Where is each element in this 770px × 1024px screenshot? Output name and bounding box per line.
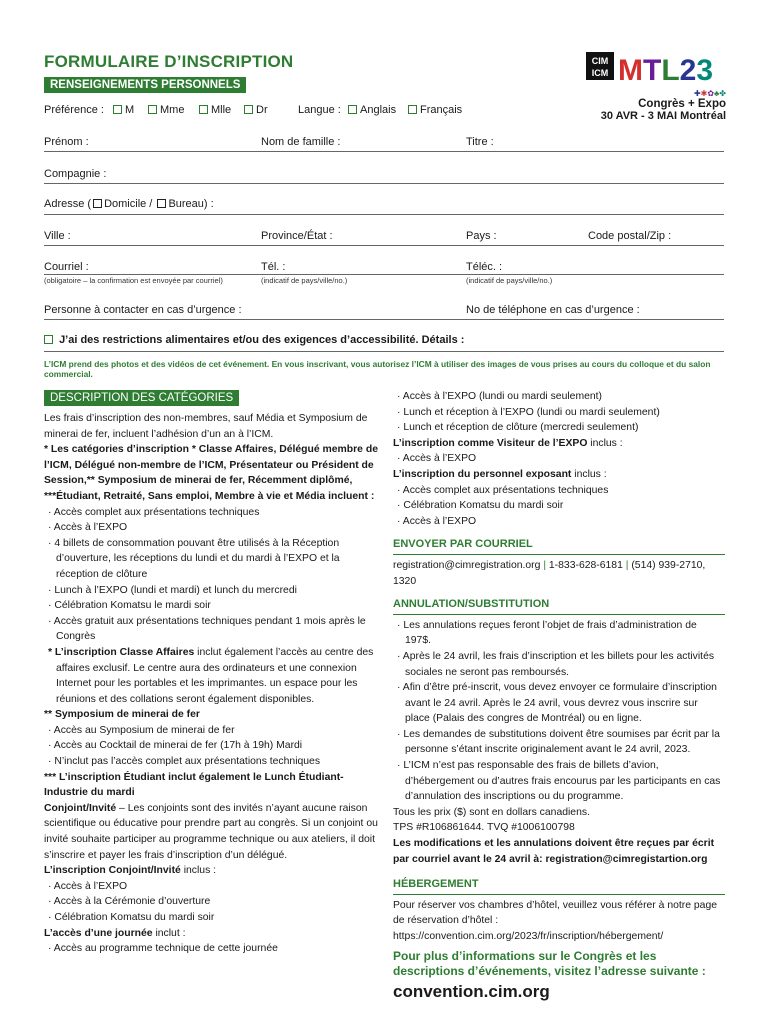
language-option-francais[interactable]: Français (408, 104, 462, 116)
checkbox-icon (348, 105, 357, 114)
divider (44, 151, 724, 152)
checkbox-icon[interactable] (157, 199, 166, 208)
email-section-title: ENVOYER PAR COURRIEL (393, 537, 725, 555)
more-info-text: Pour plus d’informations sur le Congrès et les descriptions d’événements, visitez l’adresse suivante : (393, 948, 706, 978)
divider (44, 214, 724, 215)
registration-email-link[interactable]: registration@cimregistration.org (393, 559, 541, 571)
list-item: · Après le 24 avril, les frais d’inscription et les billets pour les activités sociales ne seront pas remboursés. (397, 650, 715, 678)
personal-info-bar: RENSEIGNEMENTS PERSONNELS (44, 77, 246, 93)
divider (44, 351, 724, 352)
modifications-note: Les modifications et les annulations doivent être reçues par écrit par courriel avant le 24 avril à: registration@cimregistartion.org (393, 838, 715, 865)
list-item: · Accès au Symposium de minerai de fer (48, 724, 235, 736)
email-field[interactable]: Courriel : (44, 261, 89, 273)
journee-includes: L’accès d’une journée inclut : (44, 927, 186, 939)
categories-bar: DESCRIPTION DES CATÉGORIES (44, 390, 239, 406)
journee-list-continued (393, 389, 725, 436)
divider (44, 319, 724, 320)
list-item: · Célébration Komatsu le mardi soir (48, 600, 211, 612)
logo-dates: 30 AVR - 3 MAI Montréal (600, 110, 726, 122)
intro-text: Les frais d’inscription des non-membres, sauf Média et Symposium de minerai de fer, incluent l’adhésion d’un an à l’ICM. (44, 413, 368, 440)
phone-note: (indicatif de pays/ville/no.) (261, 276, 348, 285)
country-field[interactable]: Pays : (466, 230, 497, 242)
list-item: · Accès au programme technique de cette journée (48, 943, 278, 955)
email-contact-line: registration@cimregistration.org | 1-833-628-6181 | (514) 939-2710, 1320 (393, 559, 706, 587)
symposium-list (44, 723, 380, 770)
title-option-dr[interactable]: Dr (244, 104, 268, 116)
list-item: · Lunch et réception à l’EXPO (lundi ou mardi seulement) (397, 406, 660, 418)
etudiant-note: *** L’inscription Étudiant inclut également le Lunch Étudiant-Industrie du mardi (44, 771, 344, 799)
svg-text:CIM: CIM (591, 56, 609, 66)
logo-tagline: Congrès + Expo (638, 98, 726, 110)
emergency-contact-field[interactable]: Personne à contacter en cas d’urgence : (44, 304, 242, 316)
postal-code-field[interactable]: Code postal/Zip : (588, 230, 672, 242)
list-item: · Lunch à l’EXPO (lundi et mardi) et lunch du mercredi (48, 584, 297, 596)
list-item: · Célébration Komatsu du mardi soir (397, 500, 564, 512)
list-item: · Accès à l’EXPO (397, 453, 477, 465)
left-column (44, 411, 380, 957)
svg-text:ICM: ICM (591, 68, 609, 78)
title-option-mme[interactable]: Mme (148, 104, 184, 116)
cancellation-section-title: ANNULATION/SUBSTITUTION (393, 597, 725, 615)
title-option-mlle[interactable]: Mlle (199, 104, 231, 116)
phone-2: (514) 939-2710, 1320 (393, 559, 706, 587)
address-field[interactable]: Adresse ( Domicile / Bureau) : (44, 198, 214, 210)
right-column (393, 389, 725, 1003)
lodging-section-title: HÉBERGEMENT (393, 877, 725, 895)
list-item: · Accès gratuit aux présentations techniques pendant 1 mois après le Congrès (48, 615, 366, 643)
emergency-phone-field[interactable]: No de téléphone en cas d’urgence : (466, 304, 640, 316)
title-option-m[interactable]: M (113, 104, 134, 116)
list-item: · Les demandes de substitutions doivent être soumises par écrit par la personne s’étant inscrite originalement avant le 24 avril, 2023. (397, 728, 720, 756)
restrictions-checkbox[interactable]: J’ai des restrictions alimentaires et/ou des exigences d’accessibilité. Détails : (44, 334, 464, 346)
list-item: · L’ICM n’est pas responsable des frais de billets d’avion, d’hébergement ou d’autres frais encourus par les participants en cas d’annulation des inscriptions ou du programme. (397, 760, 721, 803)
affaires-paragraph: * L’inscription Classe Affaires inclut également l’accès au centre des affaires exclusif. Le centre aura des ordinateurs et une connexion Internet pour les portables et les imprimantes. un espace pour les réunions et des collations seront également disponibles. (48, 646, 374, 705)
categories-title: * Les catégories d’inscription * Classe Affaires, Délégué membre de l’ICM, Délégué non-membre de l’ICM, Présentateur ou Président de Session,** Symposium de minerai de fer, Récemment diplômé, ***Étudiant, Retraité, Sans emploi, Membre à vie et Média incluent : (44, 444, 378, 502)
checkbox-icon (199, 105, 208, 114)
last-name-field[interactable]: Nom de famille : (261, 136, 341, 148)
conjoint-list (44, 879, 380, 926)
list-item: · N’inclut pas l’accès complet aux présentations techniques (48, 756, 321, 768)
conjoint-paragraph: Conjoint/Invité – Les conjoints sont des invités n’ayant aucune raison scientifique ou éducative pour prendre part au congrès. Si un conjoint ou invité souhaite participer au programme technique ou aux ateliers, il doit s’inscrire et payer les frais d’inscription d’un délégué. (44, 802, 378, 861)
divider (44, 245, 724, 246)
list-item: · Accès à l’EXPO (48, 880, 128, 892)
svg-text:MTL23: MTL23 (618, 54, 714, 86)
cancellation-list (393, 618, 725, 805)
list-item: · Célébration Komatsu du mardi soir (48, 912, 215, 923)
exposant-list (393, 483, 725, 530)
divider (44, 274, 724, 275)
checkbox-icon (408, 105, 417, 114)
fax-note: (indicatif de pays/ville/no.) (466, 276, 553, 285)
tax-numbers: TPS #R106861644. TVQ #1006100798 (393, 822, 575, 834)
journee-list (44, 941, 380, 957)
list-item: · Accès à la Cérémonie d’ouverture (48, 896, 211, 908)
phone-1: 1-833-628-6181 (548, 559, 623, 571)
preference-label: Préférence : (44, 104, 104, 116)
company-field[interactable]: Compagnie : (44, 168, 107, 180)
form-title: FORMULAIRE D’INSCRIPTION (44, 52, 294, 71)
symposium-title: ** Symposium de minerai de fer (44, 709, 200, 721)
list-item: · Lunch et réception de clôture (mercredi seulement) (397, 422, 639, 434)
email-note: (obligatoire – la confirmation est envoyée par courriel) (44, 276, 223, 285)
language-label: Langue : (298, 104, 341, 116)
convention-url-link[interactable]: convention.cim.org (393, 981, 550, 1001)
checkbox-icon (44, 335, 53, 344)
visiteur-list (393, 451, 725, 467)
decorative-icons: ✚✱✿♣✤ (693, 89, 726, 98)
divider (44, 183, 724, 184)
list-item: · Afin d’être pré-inscrit, vous devez envoyer ce formulaire d’inscription avant le 24 avril. Après le 24 avril, vous devrez vous inscrire sur place (Palais des congres de Montréal) ou en ligne. (397, 682, 717, 725)
list-item: · Accès à l’EXPO (397, 515, 477, 527)
exposant-includes: L’inscription du personnel exposant inclus : (393, 468, 607, 480)
visiteur-includes: L’inscription comme Visiteur de l’EXPO inclus : (393, 437, 623, 449)
language-option-anglais[interactable]: Anglais (348, 104, 396, 116)
mtl23-logo (586, 50, 726, 122)
list-item: · 4 billets de consommation pouvant être utilisés à la Réception d’ouverture, les réceptions du lundi et du mardi à l’EXPO et la réception de clôture (48, 537, 340, 580)
checkbox-icon (244, 105, 253, 114)
checkbox-icon (113, 105, 122, 114)
fax-field[interactable]: Téléc. : (466, 261, 503, 273)
categories-list (44, 505, 380, 645)
checkbox-icon (148, 105, 157, 114)
prices-note: Tous les prix ($) sont en dollars canadiens. (393, 806, 590, 818)
job-title-field[interactable]: Titre : (466, 136, 494, 148)
photo-notice: L’ICM prend des photos et des vidéos de cet événement. En vous inscrivant, vous autorisez l’ICM à utiliser des images de vous prises au cours du colloque et du salon commercial. (44, 359, 711, 379)
list-item: · Accès au Cocktail de minerai de fer (17h à 19h) Mardi (48, 740, 303, 752)
list-item: · Les annulations reçues feront l’objet de frais d’administration de 197$. (397, 619, 697, 647)
list-item: · Accès complet aux présentations techniques (397, 484, 609, 496)
checkbox-icon[interactable] (93, 199, 102, 208)
list-item: · Accès complet aux présentations techniques (48, 506, 260, 518)
lodging-text: Pour réserver vos chambres d’hôtel, veuillez vous référer à notre page de réservation d’hôtel : https://convention.cim.org/2023/fr/inscription/hébergement/ (393, 899, 718, 942)
city-field[interactable]: Ville : (44, 230, 71, 242)
province-field[interactable]: Province/État : (261, 230, 333, 242)
conjoint-includes: L’inscription Conjoint/Invité inclus : (44, 865, 217, 877)
list-item: · Accès à l’EXPO (lundi ou mardi seulement) (397, 391, 603, 402)
phone-field[interactable]: Tél. : (261, 261, 286, 273)
list-item: · Accès à l’EXPO (48, 522, 128, 534)
first-name-field[interactable]: Prénom : (44, 136, 89, 148)
